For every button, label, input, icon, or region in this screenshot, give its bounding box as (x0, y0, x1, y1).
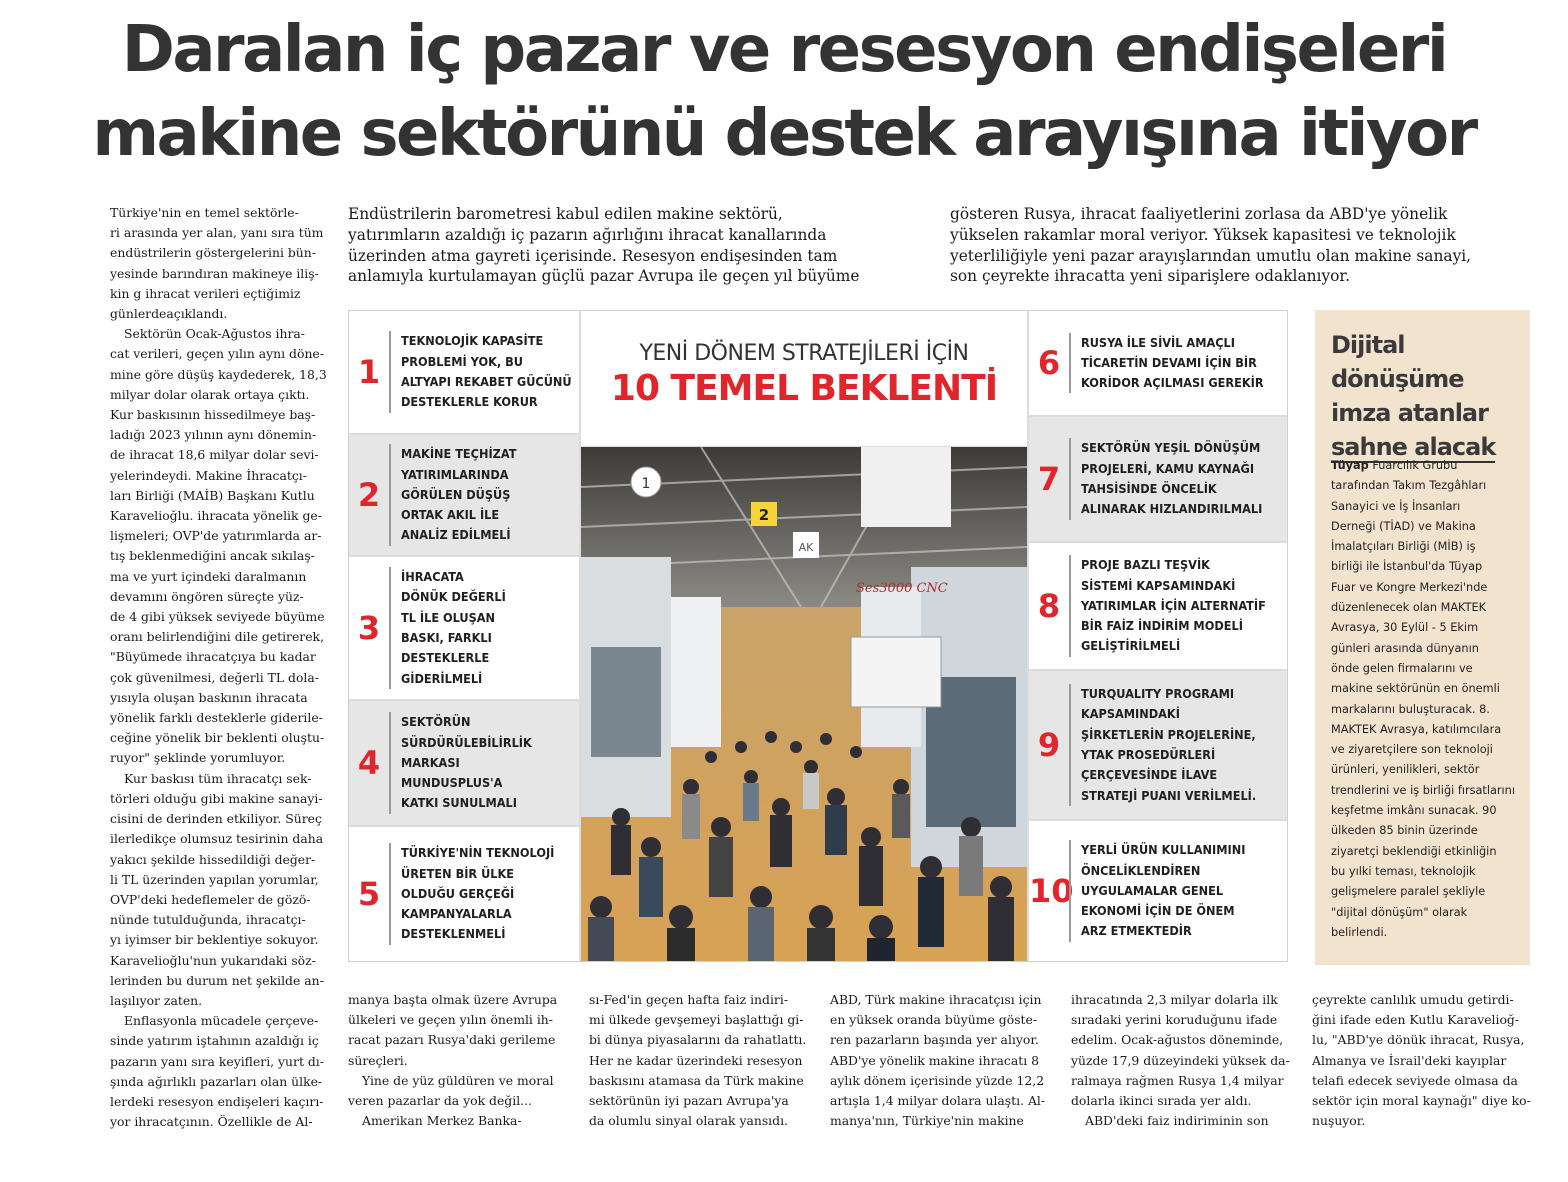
text-line: Karavelioğlu'nun yukarıdaki söz- (110, 952, 316, 968)
item-text-line: GELİŞTİRİLMELİ (1081, 638, 1181, 654)
item-text-line: MAKİNE TEÇHİZAT (401, 446, 517, 462)
text-line: devamını öngören süreçte yüz- (110, 588, 304, 604)
text-line: da olumlu sinyal olarak yansıdı. (589, 1113, 788, 1129)
item-text-line: ANALİZ EDİLMELİ (401, 527, 511, 543)
item-text-line: SEKTÖRÜN YEŞİL DÖNÜŞÜM (1081, 440, 1261, 456)
text-line: ralmaya rağmen Rusya 1,4 milyar (1071, 1072, 1284, 1088)
text-line: ABD'deki faiz indiriminin son (1085, 1113, 1269, 1129)
sidebar-text-line: Sanayici ve İş İnsanları (1331, 499, 1461, 513)
text-line: ruyor" şeklinde yorumluyor. (110, 750, 286, 766)
text-line: lerdeki resesyon endişeleri kaçırı- (110, 1093, 324, 1109)
item-text (389, 843, 554, 944)
text-line: yısıyla oluşan baskının ihracata (110, 689, 308, 705)
text-line: yı iyimser bir beklentiye sokuyor. (110, 932, 319, 948)
sidebar-title-line-2: imza atanlar (1331, 399, 1488, 427)
text-line: tış beklenmediğini ancak sıkılaş- (110, 548, 315, 564)
expectation-item-9 (1029, 671, 1287, 819)
item-text-line: DÖNÜK DEĞERLİ (401, 589, 506, 605)
lead-line: son çeyrekte ihracatta yeni siparişlere odaklanıyor. (950, 267, 1350, 286)
sidebar-text-line: İmalatçıları Birliği (MİB) iş (1331, 540, 1476, 554)
item-text-line: ALINARAK HIZLANDIRILMALI (1081, 501, 1263, 517)
text-line: mi ülkede gevşemeyi başlattığı gi- (589, 1012, 804, 1028)
sidebar-text-line: ülkeden 85 binin üzerinde (1331, 824, 1478, 838)
text-line: Enflasyonla mücadele çerçeve- (124, 1013, 319, 1029)
body-paragraph (110, 203, 327, 324)
sidebar-text-line: birliği ile İstanbul'da Tüyap (1331, 560, 1483, 574)
item-text-line: TAHSİSİNDE ÖNCELİK (1081, 481, 1217, 496)
trade-fair-photo (581, 447, 1027, 961)
item-text-line: KAPSAMINDAKİ (1081, 706, 1180, 722)
expectation-item-1 (349, 311, 579, 433)
item-text-line: STRATEJİ PUANI VERİLMELİ. (1081, 787, 1257, 803)
expectation-item-5 (349, 827, 579, 961)
text-line: yakıcı şekilde hissedildiği değer- (110, 851, 316, 867)
text-line: Amerikan Merkez Banka- (362, 1113, 522, 1129)
item-text-line: YATIRIMLARINDA (401, 466, 509, 482)
lead-column-1 (348, 204, 928, 287)
expectation-item-3 (349, 557, 579, 699)
sidebar-text-line: gelişmelere paralel şekliyle (1331, 885, 1486, 899)
text-line: mine göre düşüş kaydederek, 18,3 (110, 366, 327, 382)
item-text (1069, 438, 1262, 519)
sidebar-text-line: düzenlenecek olan MAKTEK (1331, 601, 1487, 615)
text-line: ları Birliği (MAİB) Başkanı Kutlu (110, 487, 315, 503)
text-line: Kur baskısı tüm ihracatçı sek- (124, 770, 312, 786)
expectation-item-4 (349, 701, 579, 825)
item-text-line: OLDUĞU GERÇEĞİ (401, 885, 515, 901)
text-line: yesinde barındıran makineye iliş- (110, 265, 319, 281)
cnc-sign-text: Ses3000 CNC (856, 581, 948, 596)
text-line: baskısını atamasa da Türk makine (589, 1072, 804, 1088)
text-line: törleri olduğu gibi makine sanayi- (110, 790, 323, 806)
text-line: veren pazarlar da yok değil... (348, 1093, 532, 1109)
body-paragraph (110, 1011, 327, 1132)
item-text-line: YATIRIMLAR İÇİN ALTERNATİF (1081, 597, 1266, 613)
text-line: manya'nın, Türkiye'nin makine (830, 1113, 1024, 1129)
sidebar-text-line: belirlendi. (1331, 925, 1388, 939)
sidebar-first-line: Fuarcılık Grubu (1368, 459, 1458, 472)
body-column-5 (1071, 990, 1290, 1131)
item-text-line: BİR FAİZ İNDİRİM MODELİ (1081, 618, 1243, 634)
item-text-line: TEKNOLOJİK KAPASİTE (401, 333, 544, 349)
item-number: 6 (1037, 344, 1061, 382)
sidebar-text-line: bu yılki teması, teknolojik (1331, 864, 1476, 878)
sidebar-text-line: markalarını buluşturacak. 8. (1331, 702, 1490, 716)
sidebar-text-line: Fuar ve Kongre Merkezi'nde (1331, 580, 1488, 594)
text-line: Sektörün Ocak-Ağustos ihra- (124, 326, 305, 342)
text-line: ladığı 2023 yılının aynı dönemin- (110, 427, 317, 443)
item-text-line: UYGULAMALAR GENEL (1081, 882, 1224, 898)
item-text-line: SÜRDÜRÜLEBİLİRLİK (401, 734, 532, 750)
item-text-line: PROBLEMİ YOK, BU (401, 353, 523, 369)
item-text-line: MUNDUSPLUS'A (401, 775, 503, 791)
sidebar-text-line: trendlerini ve iş birliği fırsatlarını (1331, 783, 1515, 797)
text-line: ma ve yurt içindeki daralmanın (110, 568, 307, 584)
text-line: de ihracat 18,6 milyar dolar sevi- (110, 447, 319, 463)
sidebar-title-line-1: Dijital dönüşüme (1331, 331, 1464, 393)
item-text-line: KAMPANYALARLA (401, 906, 512, 922)
text-line: pazarın yanı sıra keyifleri, yurt dı- (110, 1053, 324, 1069)
item-text (1069, 684, 1256, 806)
text-line: cat verileri, geçen yılın aynı döne- (110, 346, 324, 362)
sidebar-text-line: Derneği (TİAD) ve Makina (1331, 519, 1476, 533)
headline (0, 8, 1568, 176)
text-line: Yine de yüz güldüren ve moral (362, 1072, 554, 1088)
item-text-line: MARKASI (401, 754, 460, 770)
text-line: ülkeleri ve geçen yılın önemli ih- (348, 1012, 553, 1028)
body-paragraph (110, 769, 327, 1011)
body-paragraph (348, 1071, 567, 1111)
lead-line: Endüstrilerin barometresi kabul edilen makine sektörü, (348, 205, 783, 223)
lead-line: yükselen rakamlar moral veriyor. Yüksek kapasitesi ve teknolojik (950, 225, 1456, 244)
item-text-line: GÖRÜLEN DÜŞÜŞ (401, 486, 511, 502)
item-number: 7 (1037, 460, 1061, 498)
text-line: nuşuyor. (1312, 1113, 1366, 1129)
text-line: yor ihracatçının. Özellikle de Al- (110, 1114, 313, 1130)
item-number: 9 (1037, 726, 1061, 764)
sidebar-text-line: ve ziyaretçilere son teknoloji (1331, 743, 1493, 757)
lead-line: yeterliliğiyle yeni pazar arayışlarından umutlu olan makine sanayi, (950, 246, 1472, 265)
text-line: aylık dönem içerisinde yüzde 12,2 (830, 1072, 1045, 1088)
text-line: ğini ifade eden Kutlu Karavelioğ- (1312, 1012, 1520, 1028)
text-line: lu, "ABD'ye dönük ihracat, Rusya, (1312, 1032, 1525, 1048)
text-line: OVP'deki hedeflemeler de gözö- (110, 891, 311, 907)
sidebar-title-line-3: sahne alacak (1331, 433, 1496, 461)
item-text (389, 567, 506, 689)
text-line: li TL üzerinden yapılan yorumlar, (110, 871, 319, 887)
body-paragraph (348, 1111, 567, 1131)
text-line: süreçleri. (348, 1052, 408, 1068)
item-text-line: PROJELERİ, KAMU KAYNAĞI (1081, 460, 1255, 476)
item-text-line: YERLİ ÜRÜN KULLANIMINI (1081, 842, 1246, 858)
item-text-line: RUSYA İLE SİVİL AMAÇLI (1081, 334, 1235, 350)
item-number: 4 (357, 744, 381, 782)
item-number: 10 (1029, 872, 1074, 910)
expectation-item-7 (1029, 417, 1287, 541)
body-column-left (110, 203, 327, 1132)
text-line: lişmeleri; OVP'de yatırımlarda ar- (110, 528, 322, 544)
item-text-line: ÜRETEN BİR ÜLKE (401, 865, 515, 881)
text-line: cisini de derinden etkiliyor. Süreç (110, 811, 322, 827)
text-line: dolarla ikinci sırada yer aldı. (1071, 1093, 1252, 1109)
text-line: çok güvenilmesi, değerli TL dola- (110, 669, 319, 685)
text-line: kin g ihracat verileri eçtiğimiz (110, 285, 301, 301)
lead-column-2 (950, 204, 1530, 287)
sidebar-text (1331, 456, 1527, 943)
item-text-line: ŞİRKETLERİN PROJELERİNE, (1081, 726, 1256, 742)
item-text-line: TURQUALITY PROGRAMI (1081, 686, 1235, 702)
text-line: günlerdeaçıklandı. (110, 306, 228, 322)
sidebar-text-line: önde gelen firmalarını ve (1331, 661, 1473, 675)
text-line: ABD'ye yönelik makine ihracatı 8 (830, 1052, 1040, 1068)
infographic-subtitle: YENİ DÖNEM STRATEJİLERİ İÇİN (639, 341, 969, 366)
text-line: "Büyümede ihracatçıya bu kadar (110, 649, 316, 665)
body-column-4 (830, 990, 1049, 1131)
text-line: ren pazarların başında yer alıyor. (830, 1032, 1039, 1048)
text-line: Her ne kadar üzerindeki resesyon (589, 1052, 803, 1068)
sidebar-text-line: MAKTEK Avrasya, katılımcılara (1331, 722, 1502, 736)
infographic-header (581, 311, 1027, 446)
lead-line: anlamıyla kurtulamayan güçlü pazar Avrupa ile geçen yıl büyüme (348, 267, 860, 286)
item-text-line: BASKI, FARKLI (401, 630, 492, 645)
text-line: sektör için moral kaynağı" diye ko- (1312, 1093, 1531, 1109)
expectation-item-6 (1029, 311, 1287, 415)
sidebar-box (1315, 310, 1530, 965)
text-line: Almanya ve İsrail'deki kayıplar (1312, 1052, 1507, 1068)
body-column-6 (1312, 990, 1531, 1131)
text-line: artışla 1,4 milyar dolara ulaştı. Al- (830, 1093, 1046, 1109)
text-line: oranı belirlendiğini dile getirerek, (110, 629, 325, 645)
text-line: edelim. Ocak-ağustos döneminde, (1071, 1032, 1284, 1048)
text-line: ilerledikçe olumsuz tesirinin daha (110, 831, 324, 847)
item-text-line: TL İLE OLUŞAN (401, 609, 496, 625)
text-line: milyar dolar olarak ortaya çıktı. (110, 386, 310, 402)
text-line: ihracatında 2,3 milyar dolarla ilk (1071, 992, 1278, 1007)
item-text-line: ORTAK AKIL İLE (401, 507, 500, 523)
sidebar-text-line: ziyaretçi beklendiği etkinliğin (1331, 844, 1497, 858)
body-paragraph (348, 990, 567, 1071)
item-text-line: TÜRKİYE'NİN TEKNOLOJİ (401, 845, 555, 861)
text-line: racat pazarı Rusya'daki gerileme (348, 1032, 556, 1048)
body-paragraph (110, 324, 327, 768)
text-line: nünde tutulduğunda, ihracatçı- (110, 912, 306, 928)
sidebar-bold-lead: Tüyap (1331, 459, 1369, 472)
sidebar-text-line: makine sektörünün en önemli (1331, 682, 1500, 696)
text-line: ri arasında yer alan, yanı sıra tüm (110, 225, 324, 241)
item-text-line: ÇERÇEVESİNDE İLAVE (1081, 767, 1218, 783)
body-column-3 (589, 990, 808, 1131)
text-line: bi dünya piyasalarını da rahatlattı. (589, 1032, 807, 1048)
hall-number-sign-text: 2 (758, 506, 770, 524)
text-line: ceğine yönelik bir beklenti oluştu- (110, 730, 325, 746)
item-text-line: KORİDOR AÇILMASI GEREKİR (1081, 375, 1264, 391)
infographic-title: 10 TEMEL BEKLENTİ (610, 368, 998, 409)
item-text-line: DESTEKLENMELİ (401, 926, 506, 942)
sidebar-text-line: Avrasya, 30 Eylül - 5 Ekim (1331, 621, 1479, 635)
expectation-item-2 (349, 435, 579, 555)
item-text-line: DESTEKLERLE KORUR (401, 394, 538, 410)
text-line: endüstrilerin göstergelerini bün- (110, 245, 316, 261)
text-line: sektörünün iyi pazarı Avrupa'ya (589, 1093, 789, 1109)
text-line: sinde yatırım iştahının azaldığı iç (110, 1033, 319, 1049)
sidebar-text-line: "dijital dönüşüm" olarak (1331, 905, 1468, 919)
sidebar-text-line: tarafından Takım Tezgâhları (1331, 479, 1487, 493)
text-line: sı-Fed'in geçen hafta faiz indiri- (589, 992, 789, 1007)
item-text-line: SİSTEMİ KAPSAMINDAKİ (1081, 577, 1236, 593)
lead-line: gösteren Rusya, ihracat faaliyetlerini zorlasa da ABD'ye yönelik (950, 205, 1448, 223)
item-text (389, 444, 516, 545)
body-column-2 (348, 990, 567, 1131)
body-paragraph (1071, 1111, 1290, 1131)
expectation-item-10 (1029, 821, 1287, 961)
item-text-line: KATKI SUNULMALI (401, 795, 517, 811)
text-line: laşılıyor zaten. (110, 992, 203, 1008)
item-text-line: EKONOMİ İÇİN DE ÖNEM (1081, 903, 1235, 919)
text-line: manya başta olmak üzere Avrupa (348, 992, 558, 1007)
item-number: 3 (357, 609, 381, 647)
item-text-line: SEKTÖRÜN (401, 714, 471, 730)
text-line: en yüksek oranda büyüme göste- (830, 1012, 1038, 1028)
item-text (1069, 555, 1266, 656)
text-line: yönelik farklı desteklerle giderile- (110, 710, 323, 726)
text-line: çeyrekte canlılık umudu getirdi- (1312, 992, 1514, 1007)
lead-line: üzerinden atma gayreti içerisinde. Resesyon endişesinden tam (348, 246, 838, 265)
item-text (1069, 333, 1264, 394)
body-paragraph (589, 990, 808, 1131)
lead-line: yatırımların azaldığı iç pazarın ağırlığını ihracat kanallarında (348, 225, 827, 244)
text-line: Kur baskısının hissedilmeye baş- (110, 407, 316, 423)
exhibitor-sign-2-text: AK (798, 541, 814, 554)
text-line: ABD, Türk makine ihracatçısı için (830, 992, 1042, 1007)
item-text (389, 712, 532, 813)
body-paragraph (830, 990, 1049, 1131)
sidebar-title (1331, 328, 1526, 464)
item-text (1069, 840, 1245, 941)
text-line: sıradaki yerini koruduğunu ifade (1071, 1012, 1278, 1028)
headline-line-2: makine sektörünü destek arayışına itiyor (92, 97, 1476, 171)
item-text-line: ALTYAPI REKABET GÜCÜNÜ (401, 374, 572, 389)
sidebar-text-line: keşfetme imkânı sunacak. 90 (1331, 804, 1497, 818)
item-number: 2 (357, 476, 381, 514)
item-text-line: ARZ ETMEKTEDİR (1081, 923, 1192, 939)
item-text (389, 331, 572, 412)
text-line: Türkiye'nin en temel sektörle- (110, 205, 299, 220)
text-line: telafi edecek seviyede olmasa da (1312, 1072, 1518, 1088)
headline-line-1: Daralan iç pazar ve resesyon endişeleri (121, 13, 1447, 87)
item-text-line: DESTEKLERLE (401, 650, 490, 666)
body-paragraph (1071, 990, 1290, 1111)
sidebar-text-line: ürünleri, yenilikleri, sektör (1331, 763, 1480, 777)
text-line: Karavelioğlu. ihracata yönelik ge- (110, 508, 322, 524)
item-number: 1 (357, 353, 381, 391)
booth-banner-top (861, 447, 951, 527)
item-text-line: PROJE BAZLI TEŞVİK (1081, 557, 1210, 573)
expectation-item-8 (1029, 543, 1287, 669)
item-text-line: TİCARETİN DEVAMI İÇİN BİR (1081, 354, 1257, 370)
text-line: lerinden bu durum net şekilde an- (110, 972, 324, 988)
infographic (348, 310, 1288, 962)
body-paragraph (1312, 990, 1531, 1131)
item-number: 8 (1037, 587, 1061, 625)
item-text-line: YTAK PROSEDÜRLERİ (1081, 747, 1216, 762)
item-text-line: ÖNCELİKLENDİREN (1081, 862, 1201, 878)
item-number: 5 (357, 875, 381, 913)
text-line: de 4 gibi yüksek seviyede büyüme (110, 609, 325, 625)
text-line: şında ağırlıklı pazarları olan ülke- (110, 1073, 323, 1089)
item-text-line: İHRACATA (401, 569, 464, 585)
sidebar-text-line: günleri arasında dünyanın (1331, 641, 1479, 655)
text-line: yüzde 17,9 düzeyindeki yüksek da- (1071, 1052, 1290, 1068)
item-text-line: GİDERİLMELİ (401, 670, 483, 686)
exhibitor-sign-1-text: 1 (641, 476, 651, 492)
text-line: yelerindeydi. Makine İhracatçı- (110, 467, 307, 483)
